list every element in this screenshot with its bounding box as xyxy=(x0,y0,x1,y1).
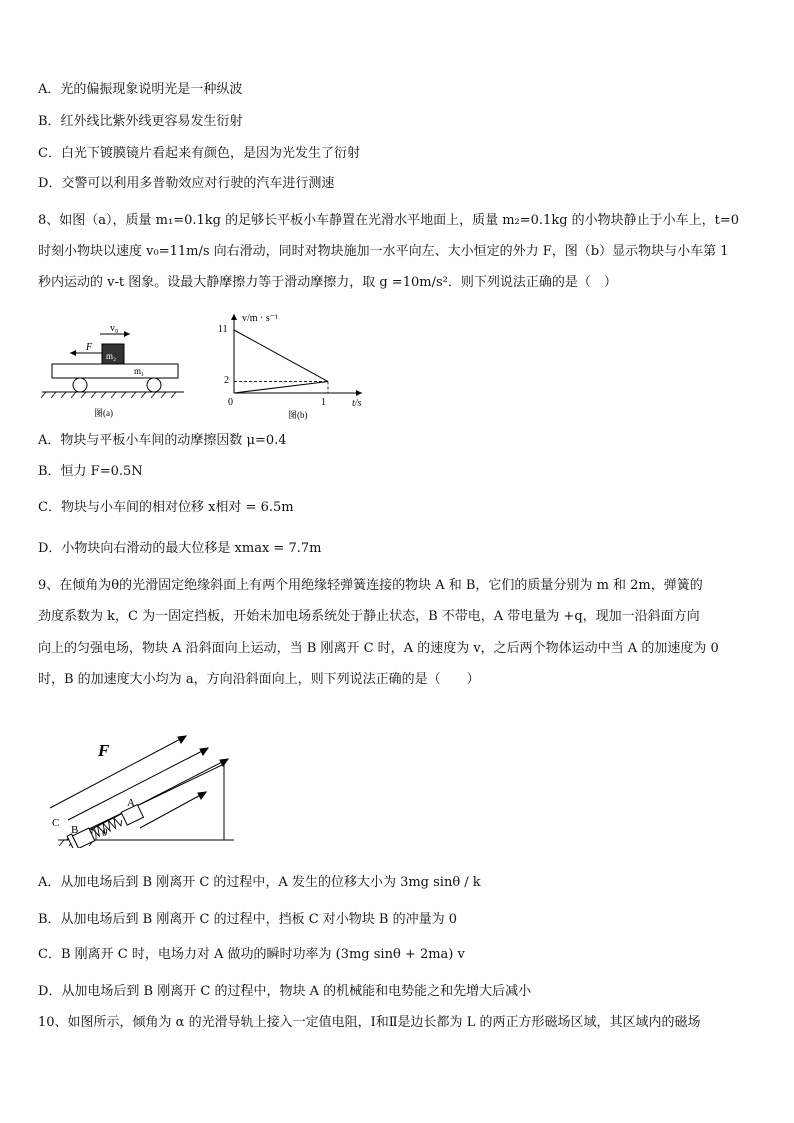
q9-stem-line-1: 9、在倾角为θ的光滑固定绝缘斜面上有两个用绝缘轻弹簧连接的物块 A 和 B，它们的质量分别为 m 和 2m，弹簧的 xyxy=(38,578,703,593)
q8-option-b: B．恒力 F=0.5N xyxy=(38,464,143,479)
y-axis-label: v/m · s⁻¹ xyxy=(242,313,279,324)
q9-b-label: B xyxy=(71,824,79,836)
q9-stem-line-3: 向上的匀强电场，物块 A 沿斜面向上运动，当 B 刚离开 C 时，A 的速度为 v，之后两个物体运动中当 A 的加速度为 0 xyxy=(38,641,719,656)
fig-a-v0-label: v₀ xyxy=(110,323,119,334)
q7-option-a: A．光的偏振现象说明光是一种纵波 xyxy=(38,82,243,97)
cart-m1 xyxy=(52,364,178,378)
q8-figure-b-vt-chart xyxy=(212,308,372,423)
q10-stem-line-1: 10、如图所示，倾角为 α 的光滑导轨上接入一定值电阻，Ⅰ和Ⅱ是边长都为 L 的两正方形磁场区域，其区域内的磁场 xyxy=(38,1015,701,1030)
fig-a-f-label: F xyxy=(86,342,93,353)
y-tick-11: 11 xyxy=(218,324,228,335)
fig-a-m1-label: m₁ xyxy=(134,366,145,376)
q8-stem-line-3: 秒内运动的 v-t 图象。设最大静摩擦力等于滑动摩擦力，取 g =10m/s²．则下列说法正确的是（ ） xyxy=(38,275,617,290)
q7-option-d: D．交警可以利用多普勒效应对行驶的汽车进行测速 xyxy=(38,176,335,191)
incline xyxy=(66,764,224,840)
q9-option-c: C．B 刚离开 C 时，电场力对 A 做功的瞬时功率为 (3mg sinθ + 2ma) v xyxy=(38,947,465,962)
fig-a-caption: 图(a) xyxy=(94,408,113,418)
origin-label: 0 xyxy=(228,397,233,408)
q9-a-label: A xyxy=(127,797,135,809)
x-axis-label: t/s xyxy=(352,398,362,409)
q8-figure-a xyxy=(38,322,188,422)
q7-option-c: C．白光下镀膜镜片看起来有颜色，是因为光发生了衍射 xyxy=(38,146,360,161)
fig-b-caption: 图(b) xyxy=(288,410,308,420)
block-velocity-line xyxy=(234,330,328,382)
q8-option-a: A．物块与平板小车间的动摩擦因数 μ=0.4 xyxy=(38,433,287,448)
q8-stem-line-2: 时刻小物块以速度 v₀=11m/s 向右滑动，同时对物块施加一水平向左、大小恒定的外力 F，图（b）显示物块与小车第 1 xyxy=(38,244,729,259)
q9-stem-line-2: 劲度系数为 k，C 为一固定挡板，开始未加电场系统处于静止状态，B 不带电，A 带电量为 +q，现加一沿斜面方向 xyxy=(38,609,700,624)
q9-theta-label: θ xyxy=(102,827,108,839)
q9-c-label: C xyxy=(52,817,60,829)
q9-option-a: A．从加电场后到 B 刚离开 C 的过程中，A 发生的位移大小为 3mg sinθ / k xyxy=(38,875,481,890)
y-tick-2: 2 xyxy=(224,375,229,386)
right-wheel xyxy=(147,378,161,392)
cart-velocity-line xyxy=(234,382,328,393)
q9-field-f-label: F xyxy=(98,741,110,760)
q9-stem-line-4: 时，B 的加速度大小均为 a，方向沿斜面向上，则下列说法正确的是（ ） xyxy=(38,672,480,687)
q8-option-d: D．小物块向右滑动的最大位移是 xmax = 7.7m xyxy=(38,541,322,556)
left-wheel xyxy=(73,378,87,392)
q9-option-b: B．从加电场后到 B 刚离开 C 的过程中，挡板 C 对小物块 B 的冲量为 0 xyxy=(38,912,458,927)
q8-option-c: C．物块与小车间的相对位移 x相对 = 6.5m xyxy=(38,500,294,515)
q9-figure-incline xyxy=(44,728,244,848)
fig-a-m2-label: m₂ xyxy=(106,351,117,361)
q8-stem-line-1: 8、如图（a），质量 m₁=0.1kg 的足够长平板小车静置在光滑水平地面上，质量 m₂=0.1kg 的小物块静止于小车上，t=0 xyxy=(38,213,740,228)
q7-option-b: B．红外线比紫外线更容易发生衍射 xyxy=(38,114,243,129)
x-tick-1: 1 xyxy=(321,397,326,408)
q9-option-d: D．从加电场后到 B 刚离开 C 的过程中，物块 A 的机械能和电势能之和先增大后减小 xyxy=(38,984,532,999)
